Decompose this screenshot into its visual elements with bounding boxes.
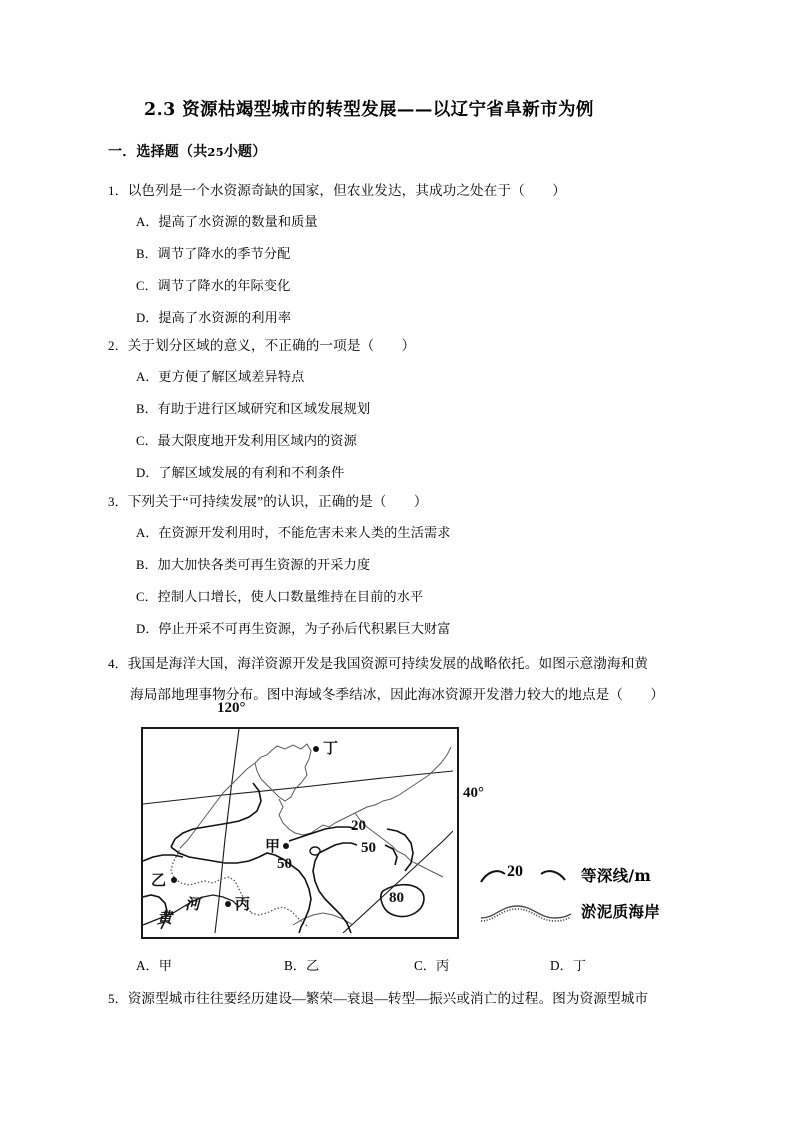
section-header-suffix: 小题） (223, 144, 267, 160)
question-1-number: 1 (108, 183, 115, 198)
question-4-options (108, 950, 708, 981)
option-label: B (136, 558, 145, 572)
question-2-number: 2 (108, 338, 115, 353)
question-5-number: 5 (108, 991, 115, 1006)
option-label: A (136, 215, 146, 229)
question-4-stem-line1: 4．我国是海洋大国，海洋资源开发是我国资源可持续发展的战略依托。如图示意渤海和黄 (108, 656, 649, 671)
option-label: B (136, 402, 145, 416)
option-label: A (136, 958, 146, 973)
question-2-text: 关于划分区域的意义，不正确的一项是（ ） (127, 338, 416, 353)
map-legend (479, 860, 669, 932)
page-title: 2.3 资源枯竭型城市的转型发展——以辽宁省阜新市为例 (144, 100, 594, 120)
muddy-coastline-south (251, 907, 309, 927)
section-header-count: 25 (207, 145, 224, 159)
liaodong-peninsula-coast (255, 744, 311, 801)
isobath-50-upper-right (385, 845, 397, 865)
question-4-number: 4 (108, 656, 115, 671)
point-label-jia: 甲 (265, 837, 281, 855)
option-label: A (136, 370, 146, 384)
question-2 (108, 330, 708, 489)
legend-row-isobath (479, 860, 669, 896)
question-5-text: 资源型城市往往要经历建设—繁荣—衰退—转型—振兴或消亡的过程。图为资源型城市 (127, 991, 649, 1006)
map-diagonal-line (343, 831, 453, 933)
option-text: 更方便了解区域差异特点 (158, 369, 305, 384)
option-text: 控制人口增长，使人口数量维持在目前的水平 (157, 589, 424, 604)
option-text: 提高了水资源的数量和质量 (158, 214, 318, 229)
option-text: 调节了降水的季节分配 (157, 246, 291, 261)
isobath-right-sweep (313, 853, 351, 933)
option-label: C (136, 279, 145, 293)
question-5-stem: 5．资源型城市往往要经历建设—繁荣—衰退—转型—振兴或消亡的过程。图为资源型城市 (108, 991, 649, 1006)
option-label: D (136, 466, 146, 480)
question-1-option-d[interactable]: D．提高了水资源的利用率 (136, 310, 292, 325)
option-text: 了解区域发展的有利和不利条件 (158, 465, 345, 480)
latitude-label: 40° (463, 785, 484, 801)
contour-label-20: 20 (351, 818, 366, 834)
map-frame (141, 727, 459, 939)
option-text: 丁 (572, 958, 586, 973)
figure-bohai-yellow-sea-map (141, 700, 661, 945)
west-bohai-coast (181, 763, 255, 847)
point-marker-bing (225, 901, 231, 907)
legend-row-muddy-coast (479, 896, 669, 932)
question-4-stem-line2: 海局部地理事物分布。图中海域冬季结冰，因此海冰资源开发潜力较大的地点是（ ） (130, 687, 665, 702)
option-text: 停止开采不可再生资源，为子孙后代积累巨大财富 (158, 621, 451, 636)
question-4-option-b[interactable]: B．乙 (284, 958, 320, 973)
shandong-north-coast (335, 747, 451, 823)
option-text: 在资源开发利用时，不能危害未来人类的生活需求 (158, 525, 451, 540)
question-3-number: 3 (108, 494, 115, 509)
question-2-option-b[interactable]: B．有助于进行区域研究和区域发展规划 (136, 401, 371, 416)
question-3-option-c[interactable]: C．控制人口增长，使人口数量维持在目前的水平 (136, 589, 424, 604)
option-label: B (284, 958, 293, 973)
option-label: B (136, 247, 145, 261)
contour-label-50-upper: 50 (361, 840, 376, 856)
option-label: D (550, 958, 560, 973)
isobath-line-icon (479, 862, 575, 892)
question-4-option-c[interactable]: C．丙 (414, 958, 450, 973)
isobath-20-east (387, 829, 413, 871)
question-1-option-a[interactable]: A．提高了水资源的数量和质量 (136, 214, 318, 229)
option-text: 调节了降水的年际变化 (157, 278, 291, 293)
option-text: 最大限度地开发利用区域内的资源 (157, 433, 357, 448)
legend-isobath-value: 20 (507, 863, 523, 880)
contour-label-50-lower: 50 (277, 856, 292, 872)
section-header-prefix: 一．选择题（共 (108, 144, 208, 160)
legend-muddy-coast-text: 淤泥质海岸 (581, 902, 661, 921)
question-3-text: 下列关于“可持续发展”的认识，正确的是（ ） (127, 494, 428, 509)
question-2-option-d[interactable]: D．了解区域发展的有利和不利条件 (136, 465, 345, 480)
option-text: 甲 (158, 958, 172, 973)
question-2-option-a[interactable]: A．更方便了解区域差异特点 (136, 369, 305, 384)
question-5 (108, 983, 708, 1014)
option-label: D (136, 311, 146, 325)
point-marker-ding (313, 746, 319, 752)
question-4-text-1: 我国是海洋大国，海洋资源开发是我国资源可持续发展的战略依托。如图示意渤海和黄 (127, 656, 649, 671)
option-text: 有助于进行区域研究和区域发展规划 (157, 401, 371, 416)
question-3-option-b[interactable]: B．加大加快各类可再生资源的开采力度 (136, 557, 371, 572)
point-marker-jia (283, 843, 289, 849)
river-label-he: 河 (185, 895, 201, 913)
option-label: C (136, 434, 145, 448)
question-1-option-b[interactable]: B．调节了降水的季节分配 (136, 246, 291, 261)
point-label-yi: 乙 (151, 871, 167, 889)
option-label: A (136, 526, 146, 540)
question-2-stem: 2．关于划分区域的意义，不正确的一项是（ ） (108, 338, 416, 353)
question-4-option-d[interactable]: D．丁 (550, 958, 586, 973)
contour-label-80: 80 (389, 890, 404, 906)
river-label-huang: 黄 (157, 909, 173, 927)
question-4-option-a[interactable]: A．甲 (136, 958, 172, 973)
point-marker-yi (171, 877, 177, 883)
option-text: 乙 (305, 958, 320, 973)
option-label: D (136, 622, 146, 636)
option-text: 提高了水资源的利用率 (158, 310, 292, 325)
point-label-bing: 丙 (235, 895, 251, 913)
longitude-label: 120° (217, 700, 246, 716)
muddy-coast-line-icon (479, 898, 575, 928)
option-text: 丙 (435, 958, 450, 973)
question-4-option-row (108, 950, 708, 981)
question-1-option-c[interactable]: C．调节了降水的年际变化 (136, 278, 291, 293)
question-3-stem: 3．下列关于“可持续发展”的认识，正确的是（ ） (108, 494, 428, 509)
isobath-50-upper (319, 843, 357, 853)
question-3 (108, 486, 708, 645)
option-label: C (414, 958, 423, 973)
legend-isobath-text: 等深线/m (581, 866, 652, 885)
question-1-stem: 1．以色列是一个水资源奇缺的国家，但农业发达，其成功之处在于（ ） (108, 183, 566, 198)
section-header (108, 141, 266, 161)
question-2-option-c[interactable]: C．最大限度地开发利用区域内的资源 (136, 433, 357, 448)
parallel-40n (143, 771, 453, 804)
bohai-bay-coast (279, 799, 335, 835)
option-text: 加大加快各类可再生资源的开采力度 (157, 557, 371, 572)
isobath-left-edge (143, 855, 183, 861)
question-3-option-a[interactable]: A．在资源开发利用时，不能危害未来人类的生活需求 (136, 525, 451, 540)
question-1 (108, 175, 708, 334)
point-label-ding: 丁 (323, 739, 339, 757)
question-1-text: 以色列是一个水资源奇缺的国家，但农业发达，其成功之处在于（ ） (127, 183, 566, 198)
option-label: C (136, 590, 145, 604)
question-3-option-d[interactable]: D．停止开采不可再生资源，为子孙后代积累巨大财富 (136, 621, 451, 636)
